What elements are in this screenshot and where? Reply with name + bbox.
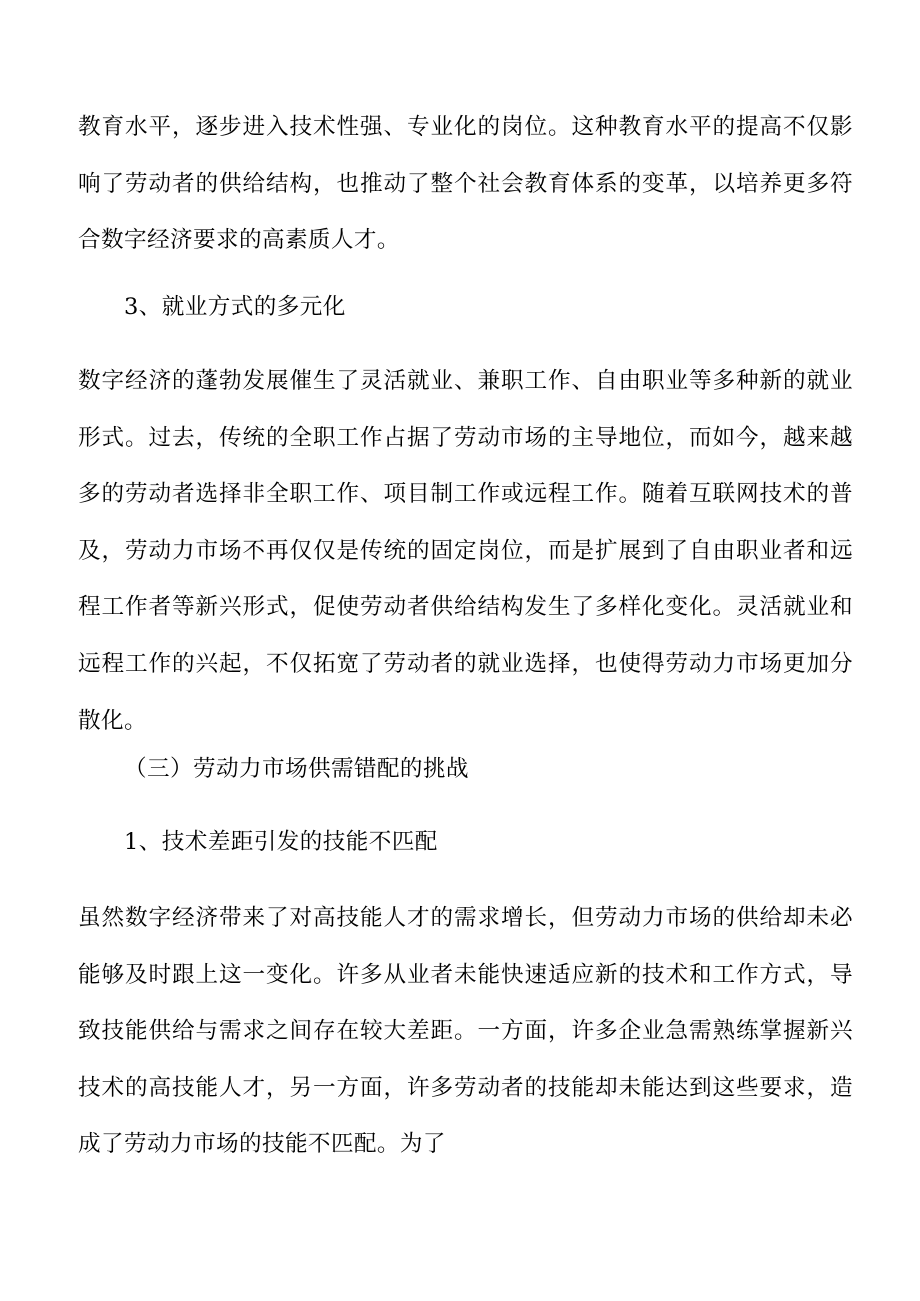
chapter-heading: （三）劳动力市场供需错配的挑战: [124, 756, 469, 782]
section-heading: 1、技术差距引发的技能不匹配: [124, 829, 438, 855]
body-paragraph: 教育水平，逐步进入技术性强、专业化的岗位。这种教育水平的提高不仅影响了劳动者的供给结构，也推动了整个社会教育体系的变革，以培养更多符合数字经济要求的高素质人才。: [78, 114, 853, 254]
body-paragraph: 虽然数字经济带来了对高技能人才的需求增长，但劳动力市场的供给却未必能够及时跟上这一变化。许多从业者未能快速适应新的技术和工作方式，导致技能供给与需求之间存在较大差距。一方面，许多企业急需熟练掌握新兴技术的高技能人才，另一方面，许多劳动者的技能却未能达到这些要求，造成了劳动力市场的技能不匹配。为了: [78, 905, 853, 1158]
body-paragraph: 数字经济的蓬勃发展催生了灵活就业、兼职工作、自由职业等多种新的就业形式。过去，传统的全职工作占据了劳动市场的主导地位，而如今，越来越多的劳动者选择非全职工作、项目制工作或远程工作。随着互联网技术的普及，劳动力市场不再仅仅是传统的固定岗位，而是扩展到了自由职业者和远程工作者等新兴形式，促使劳动者供给结构发生了多样化变化。灵活就业和远程工作的兴起，不仅拓宽了劳动者的就业选择，也使得劳动力市场更加分散化。: [78, 368, 853, 734]
section-heading: 3、就业方式的多元化: [124, 294, 346, 320]
